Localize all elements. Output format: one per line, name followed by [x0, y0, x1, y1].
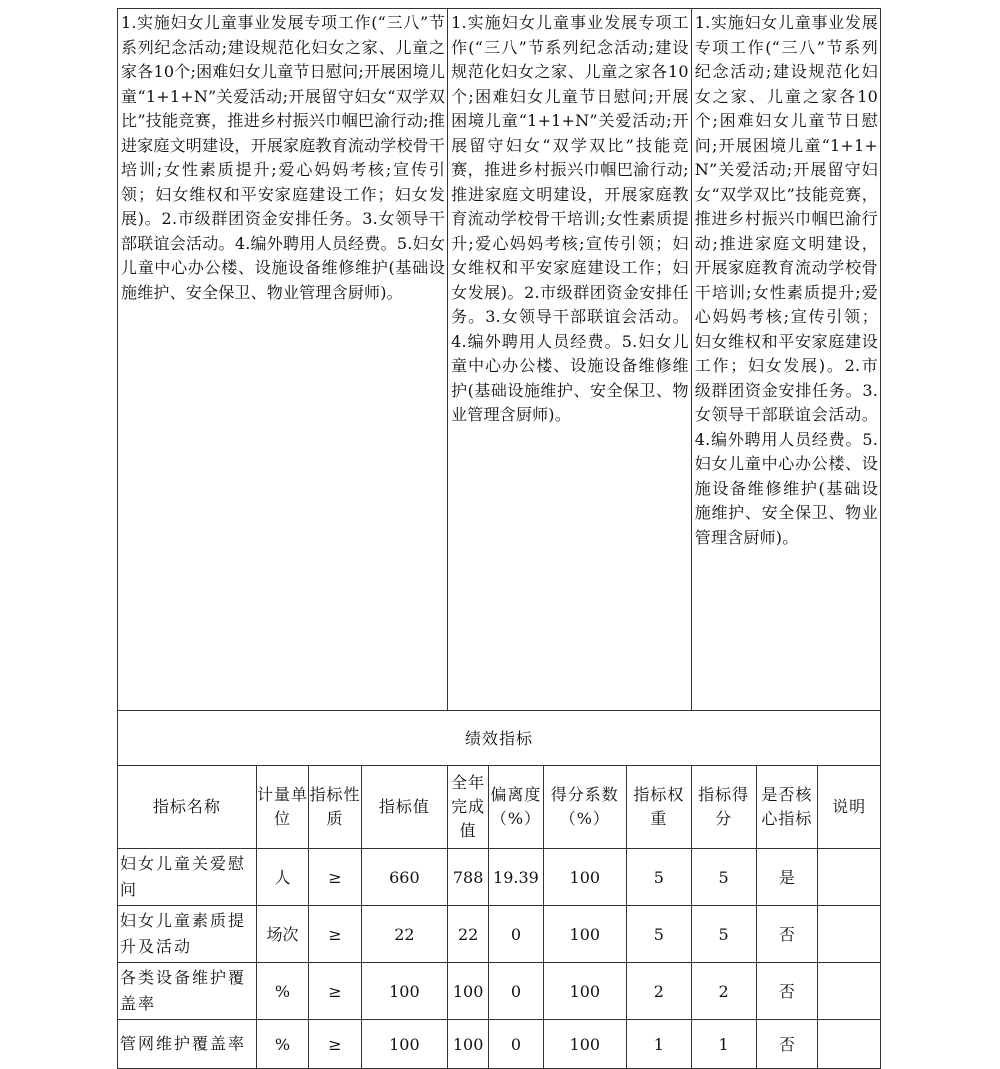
table-row: [118, 849, 881, 906]
section-title-row: [118, 711, 881, 766]
cell-note: [818, 849, 881, 906]
content-cell-1: [118, 9, 448, 711]
cell-weight: 2: [626, 963, 691, 1020]
content-text-3: 1.实施妇女儿童事业发展专项工作(“三八”节系列纪念活动;建设规范化妇女之家、儿童之家各10个;困难妇女儿童节日慰问;开展困境儿童“1+1+N”关爱活动;开展留守妇女“双学双比”技能竞赛，推进乡村振兴巾帼巴渝行动;推进家庭文明建设，开展家庭教育流动学校骨干培训;女性素质提升;爱心妈妈考核;宣传引领；妇女维权和平安家庭建设工作；妇女发展)。2.市级群团资金安排任务。3.女领导干部联谊会活动。4.编外聘用人员经费。5.妇女儿童中心办公楼、设施设备维修维护(基础设施维护、安全保卫、物业管理含厨师)。: [694, 13, 878, 547]
cell-note: [818, 1020, 881, 1069]
cell-name: 管网维护覆盖率: [118, 1020, 257, 1069]
cell-nature: ≥: [309, 849, 361, 906]
header-core: 是否核心指标: [756, 766, 818, 849]
cell-name: 各类设备维护覆盖率: [118, 963, 257, 1020]
content-cell-3: [691, 9, 880, 711]
cell-name: 妇女儿童关爱慰问: [118, 849, 257, 906]
cell-target: 100: [361, 963, 447, 1020]
cell-nature: ≥: [309, 906, 361, 963]
table-row: [118, 906, 881, 963]
cell-core: 否: [756, 906, 818, 963]
cell-score: 5: [691, 906, 756, 963]
cell-coefficient: 100: [543, 1020, 626, 1069]
header-deviation: 偏离度（%）: [489, 766, 543, 849]
header-name: 指标名称: [118, 766, 257, 849]
cell-note: [818, 963, 881, 1020]
header-unit: 计量单位: [256, 766, 308, 849]
cell-actual: 100: [448, 1020, 489, 1069]
cell-deviation: 0: [489, 906, 543, 963]
cell-deviation: 0: [489, 1020, 543, 1069]
content-cell-2: [448, 9, 692, 711]
cell-note: [818, 906, 881, 963]
cell-weight: 1: [626, 1020, 691, 1069]
cell-weight: 5: [626, 849, 691, 906]
performance-table-sheet: [117, 8, 881, 1069]
cell-weight: 5: [626, 906, 691, 963]
cell-unit: %: [256, 963, 308, 1020]
cell-actual: 22: [448, 906, 489, 963]
cell-coefficient: 100: [543, 849, 626, 906]
content-text-2: 1.实施妇女儿童事业发展专项工作(“三八”节系列纪念活动;建设规范化妇女之家、儿童之家各10个;困难妇女儿童节日慰问;开展困境儿童“1+1+N”关爱活动;开展留守妇女“双学双比”技能竞赛，推进乡村振兴巾帼巴渝行动;推进家庭文明建设，开展家庭教育流动学校骨干培训;女性素质提升;爱心妈妈考核;宣传引领；妇女维权和平安家庭建设工作；妇女发展)。2.市级群团资金安排任务。3.女领导干部联谊会活动。4.编外聘用人员经费。5.妇女儿童中心办公楼、设施设备维修维护(基础设施维护、安全保卫、物业管理含厨师)。: [451, 13, 689, 424]
cell-coefficient: 100: [543, 963, 626, 1020]
cell-core: 否: [756, 1020, 818, 1069]
cell-target: 660: [361, 849, 447, 906]
content-text-1: 1.实施妇女儿童事业发展专项工作(“三八”节系列纪念活动;建设规范化妇女之家、儿童之家各10个;困难妇女儿童节日慰问;开展困境儿童“1+1+N”关爱活动;开展留守妇女“双学双比”技能竞赛，推进乡村振兴巾帼巴渝行动;推进家庭文明建设，开展家庭教育流动学校骨干培训;女性素质提升;爱心妈妈考核;宣传引领；妇女维权和平安家庭建设工作；妇女发展)。2.市级群团资金安排任务。3.女领导干部联谊会活动。4.编外聘用人员经费。5.妇女儿童中心办公楼、设施设备维修维护(基础设施维护、安全保卫、物业管理含厨师)。: [121, 13, 446, 302]
cell-core: 是: [756, 849, 818, 906]
performance-table: [117, 8, 881, 1069]
header-actual: 全年完成值: [448, 766, 489, 849]
cell-coefficient: 100: [543, 906, 626, 963]
cell-unit: 人: [256, 849, 308, 906]
header-note: 说明: [818, 766, 881, 849]
cell-deviation: 0: [489, 963, 543, 1020]
cell-score: 5: [691, 849, 756, 906]
table-row: [118, 1020, 881, 1069]
cell-target: 100: [361, 1020, 447, 1069]
cell-nature: ≥: [309, 963, 361, 1020]
header-target: 指标值: [361, 766, 447, 849]
cell-unit: 场次: [256, 906, 308, 963]
header-score: 指标得分: [691, 766, 756, 849]
cell-name: 妇女儿童素质提升及活动: [118, 906, 257, 963]
header-row: [118, 766, 881, 849]
cell-nature: ≥: [309, 1020, 361, 1069]
header-coefficient: 得分系数（%）: [543, 766, 626, 849]
header-nature: 指标性质: [309, 766, 361, 849]
header-weight: 指标权重: [626, 766, 691, 849]
cell-actual: 100: [448, 963, 489, 1020]
cell-core: 否: [756, 963, 818, 1020]
table-row: [118, 963, 881, 1020]
cell-score: 1: [691, 1020, 756, 1069]
section-title: 绩效指标: [118, 711, 881, 766]
cell-score: 2: [691, 963, 756, 1020]
cell-unit: %: [256, 1020, 308, 1069]
cell-actual: 788: [448, 849, 489, 906]
cell-deviation: 19.39: [489, 849, 543, 906]
cell-target: 22: [361, 906, 447, 963]
content-row: [118, 9, 881, 711]
